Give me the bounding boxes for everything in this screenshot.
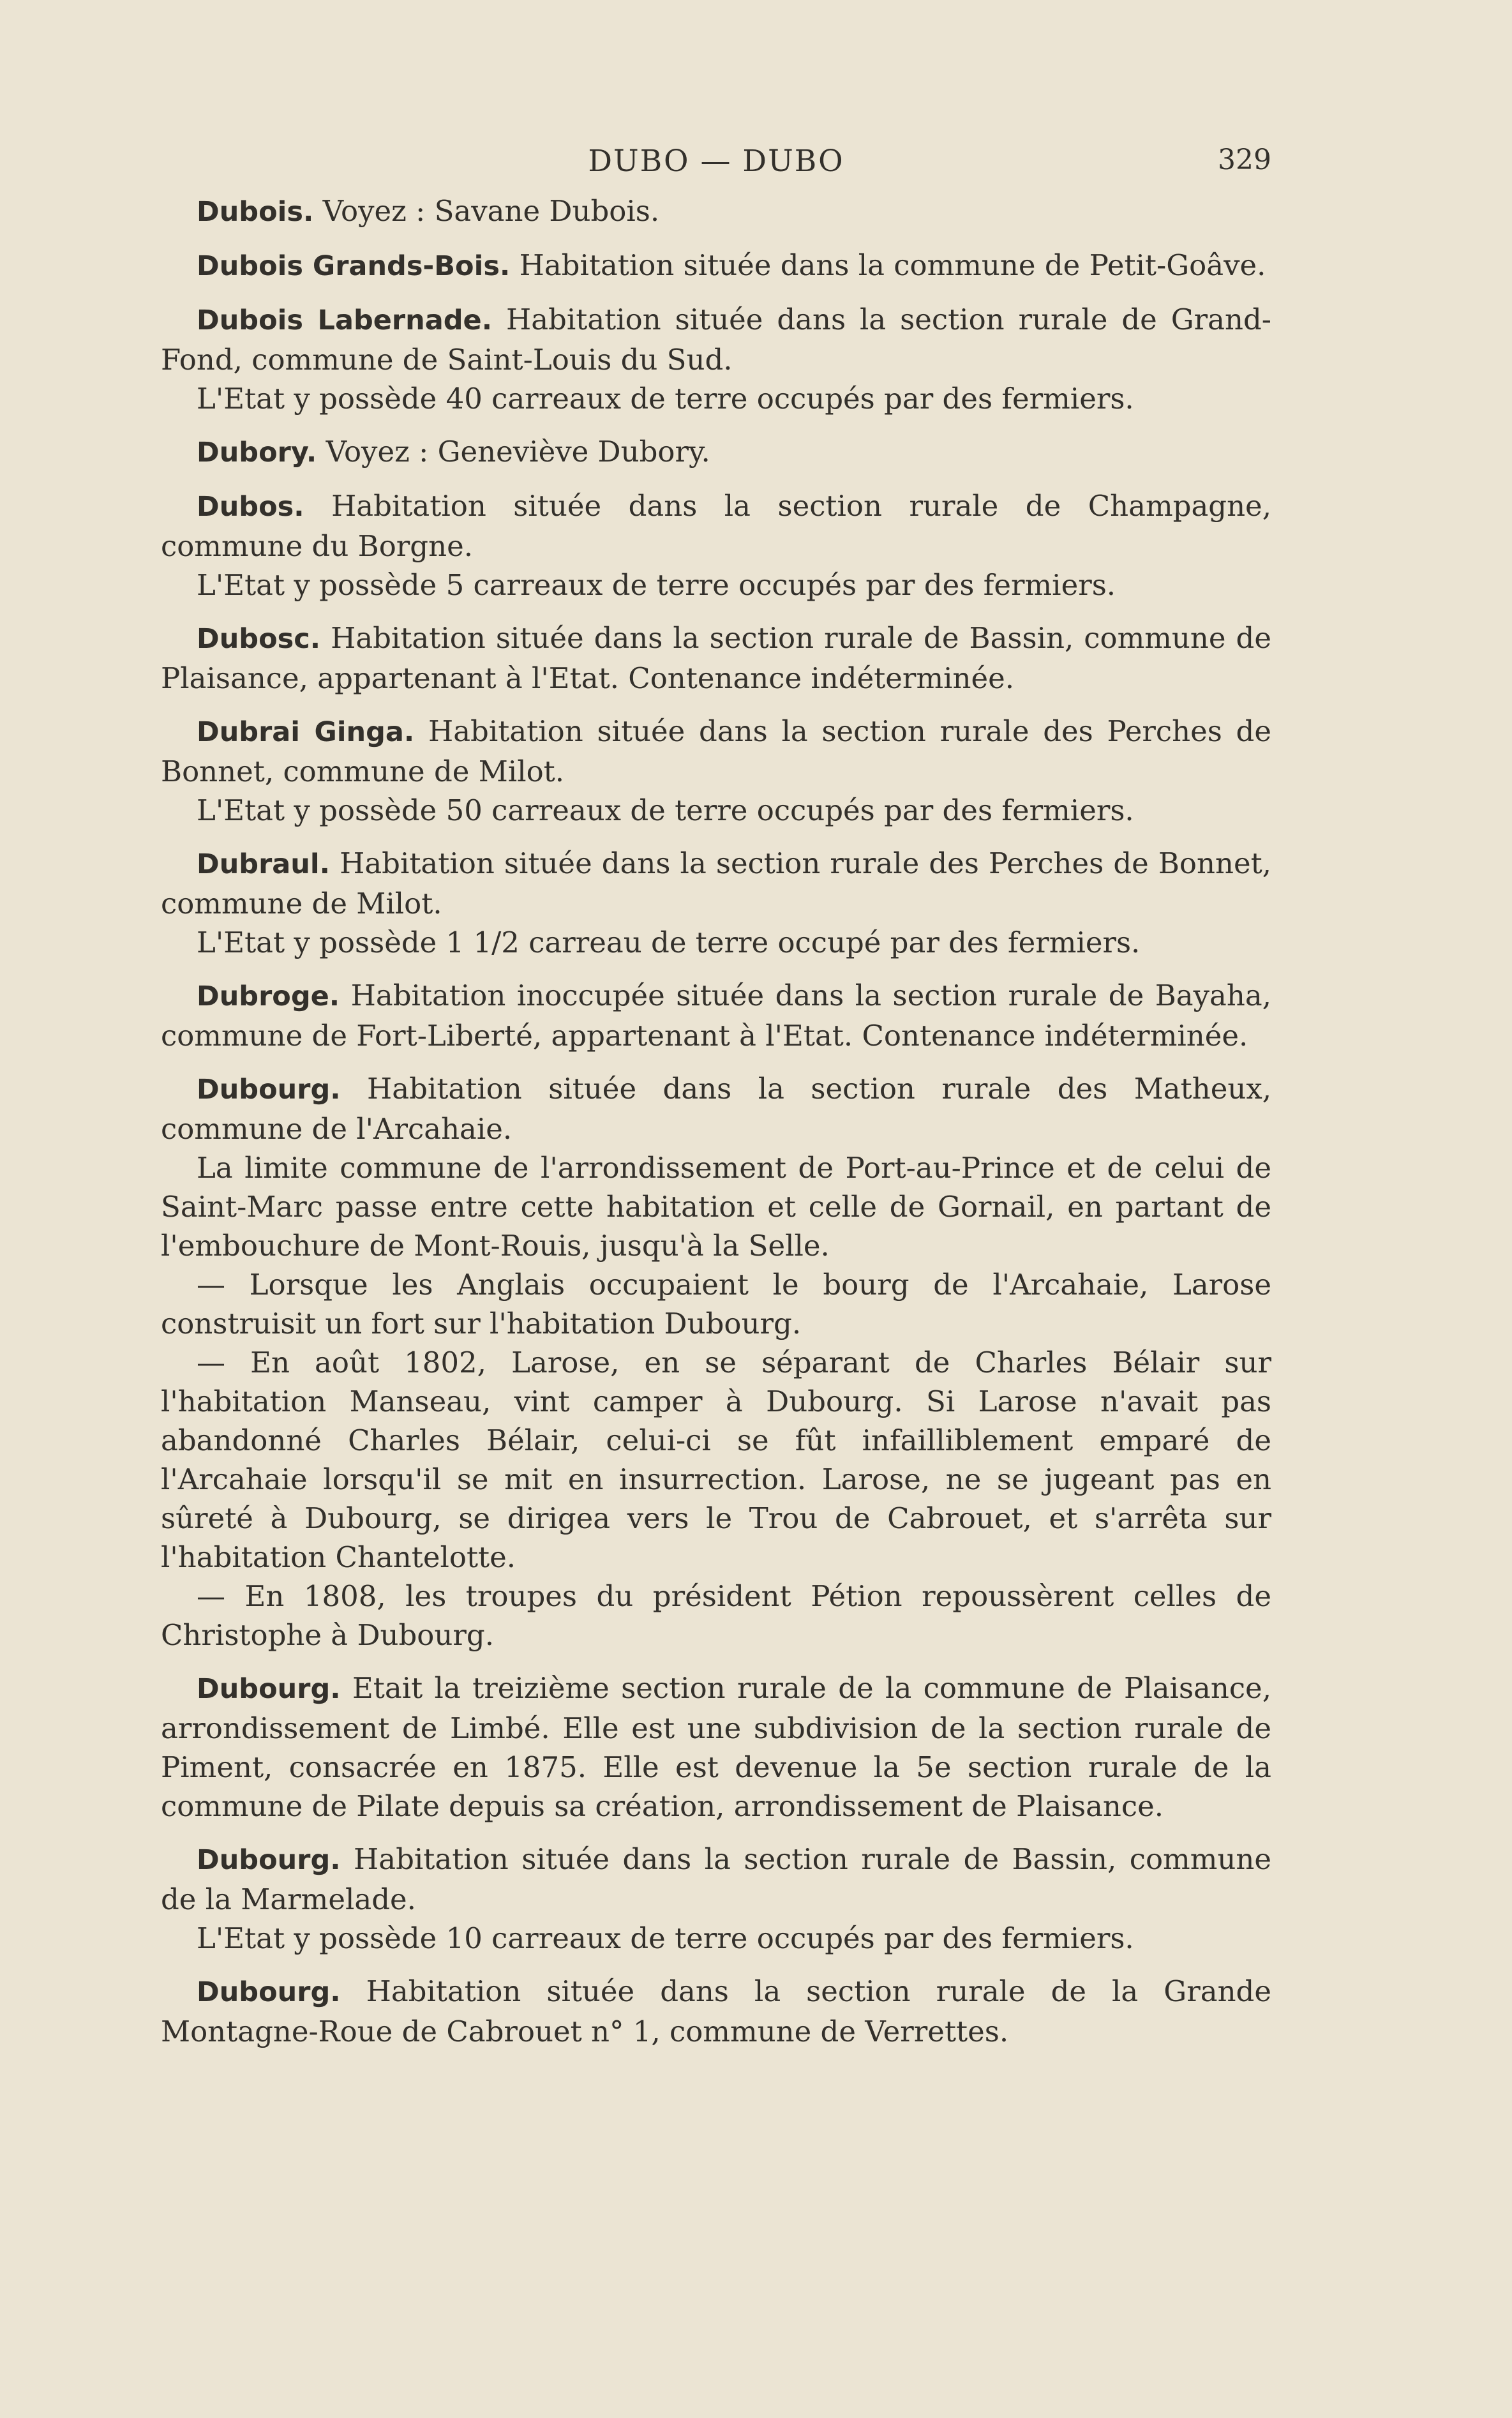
entry-text: Voyez : Geneviève Dubory. xyxy=(326,435,710,469)
entry-dubois xyxy=(161,191,1271,232)
entry-text: Habitation située dans la section rurale de la Grande Montagne-Roue de Cabrouet n° 1, commune de Verrettes. xyxy=(161,1974,1271,2048)
entry-headword: Dubois. xyxy=(197,196,314,228)
entry-dubois-labernade xyxy=(161,300,1271,418)
entry-paragraph xyxy=(161,486,1271,566)
entry-dubory xyxy=(161,432,1271,472)
entry-headword: Dubourg. xyxy=(197,1074,341,1106)
entry-text: Voyez : Savane Dubois. xyxy=(322,194,660,228)
entry-dubroge xyxy=(161,976,1271,1055)
entry-headword: Dubourg. xyxy=(197,1673,341,1705)
running-head xyxy=(161,134,1271,191)
entry-paragraph xyxy=(161,432,1271,472)
entry-headword: Dubrai Ginga. xyxy=(197,716,415,748)
entry-paragraph xyxy=(161,712,1271,791)
entry-paragraph: La limite commune de l'arrondissement de Port-au-Prince et de celui de Saint-Marc passe entre cette habitation et celle de Gornail, en partant de l'embouchure de Mont-Rouis, jusqu'à la Selle. xyxy=(161,1151,1271,1263)
entry-dubourg-verrettes xyxy=(161,1972,1271,2051)
entry-headword: Dubosc. xyxy=(197,623,321,655)
entry-dubosc xyxy=(161,619,1271,698)
entry-paragraph xyxy=(161,976,1271,1055)
entry-paragraph: L'Etat y possède 50 carreaux de terre occupés par des fermiers. xyxy=(197,793,1134,827)
entry-headword: Dubois Grands-Bois. xyxy=(197,250,511,282)
entry-headword: Dubroge. xyxy=(197,980,340,1012)
entry-paragraph xyxy=(161,619,1271,698)
entry-paragraph xyxy=(161,191,1271,232)
entry-paragraph: L'Etat y possède 10 carreaux de terre occupés par des fermiers. xyxy=(197,1921,1134,1955)
entry-paragraph: — En 1808, les troupes du président Pétion repoussèrent celles de Christophe à Dubourg. xyxy=(161,1579,1271,1652)
text-column xyxy=(161,134,1271,2065)
entry-text: Habitation située dans la section rurale de Bassin, commune de Plaisance, appartenant à l'Etat. Contenance indéterminée. xyxy=(161,621,1271,695)
entry-paragraph: — Lorsque les Anglais occupaient le bourg de l'Arcahaie, Larose construisit un fort sur l'habitation Dubourg. xyxy=(161,1268,1271,1340)
entry-text: Habitation située dans la section rurale des Matheux, commune de l'Arcahaie. xyxy=(161,1072,1271,1146)
entry-text: Habitation située dans la section rurale de Bassin, commune de la Marmelade. xyxy=(161,1842,1271,1916)
entry-paragraph xyxy=(161,246,1271,286)
entry-text: Habitation située dans la section rurale de Grand-Fond, commune de Saint-Louis du Sud. xyxy=(161,303,1271,377)
entry-paragraph xyxy=(161,1069,1271,1148)
entry-paragraph xyxy=(161,844,1271,923)
entry-headword: Dubourg. xyxy=(197,1844,341,1876)
entry-dubourg-matheux xyxy=(161,1069,1271,1655)
entry-headword: Dubory. xyxy=(197,437,317,469)
entry-paragraph: L'Etat y possède 1 1/2 carreau de terre occupé par des fermiers. xyxy=(197,926,1141,959)
entry-dubos xyxy=(161,486,1271,604)
entry-text: Habitation située dans la section rurale des Perches de Bonnet, commune de Milot. xyxy=(161,846,1271,920)
entry-headword: Dubourg. xyxy=(197,1976,341,2008)
entry-paragraph xyxy=(161,1840,1271,1919)
entry-paragraph: — En août 1802, Larose, en se séparant de Charles Bélair sur l'habitation Manseau, vint camper à Dubourg. Si Larose n'avait pas abandonné Charles Bélair, celui-ci se fût infailliblement emparé de l'Arcahaie lorsqu'il se mit en insurrection. Larose, ne se jugeant pas en sûreté à Dubourg, se dirigea vers le Trou de Cabrouet, et s'arrêta sur l'habitation Chantelotte. xyxy=(161,1346,1271,1574)
entry-text: Habitation située dans la commune de Petit-Goâve. xyxy=(519,248,1266,282)
entry-headword: Dubos. xyxy=(197,491,304,523)
entry-dubourg-plaisance xyxy=(161,1669,1271,1826)
entry-dubourg-marmelade xyxy=(161,1840,1271,1958)
entry-paragraph xyxy=(161,1972,1271,2051)
entry-dubois-grands-bois xyxy=(161,246,1271,286)
entry-text: Etait la treizième section rurale de la commune de Plaisance, arrondissement de Limbé. Elle est une subdivision de la section rurale de Piment, consacrée en 1875. Elle est devenue la 5e section rurale de la commune de Pilate depuis sa création, arrondissement de Plaisance. xyxy=(161,1671,1271,1823)
running-head-title: DUBO — DUBO xyxy=(588,144,844,179)
entry-paragraph xyxy=(161,1669,1271,1826)
entry-headword: Dubraul. xyxy=(197,848,330,880)
entry-text: Habitation située dans la section rurale des Perches de Bonnet, commune de Milot. xyxy=(161,714,1271,788)
entry-text: Habitation inoccupée située dans la section rurale de Bayaha, commune de Fort-Liberté, appartenant à l'Etat. Contenance indéterminée. xyxy=(161,979,1271,1053)
entry-dubrai-ginga xyxy=(161,712,1271,830)
entry-headword: Dubois Labernade. xyxy=(197,304,493,336)
entry-paragraph: L'Etat y possède 5 carreaux de terre occupés par des fermiers. xyxy=(197,568,1116,602)
entry-text: Habitation située dans la section rurale de Champagne, commune du Borgne. xyxy=(161,489,1271,563)
entry-paragraph xyxy=(161,300,1271,379)
entry-paragraph: L'Etat y possède 40 carreaux de terre occupés par des fermiers. xyxy=(197,382,1134,416)
page-number: 329 xyxy=(1218,144,1271,176)
entry-dubraul xyxy=(161,844,1271,962)
